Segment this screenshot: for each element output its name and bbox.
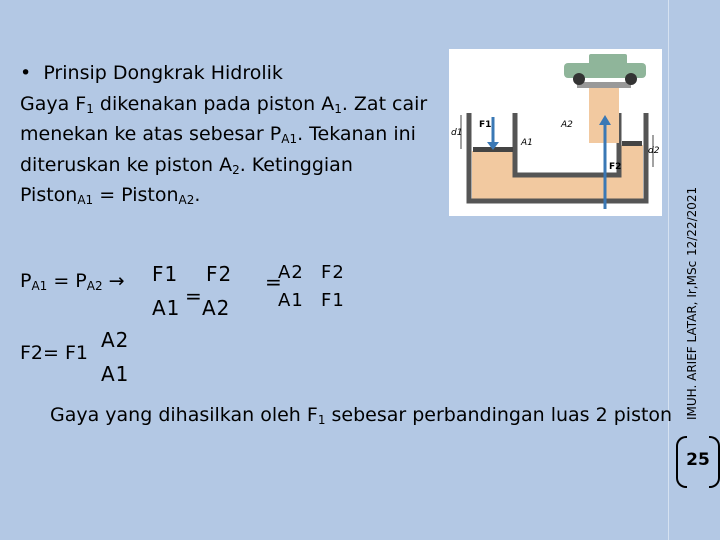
fraction-a1: A1 bbox=[152, 296, 181, 320]
text-segment: . Tekanan ini bbox=[297, 123, 416, 145]
fraction-num-f2: F2 bbox=[321, 262, 345, 283]
lift-platform bbox=[577, 82, 631, 88]
slide-date: 12/22/2021 bbox=[685, 186, 699, 256]
fraction-den-f1: F1 bbox=[321, 290, 345, 311]
subscript: A1 bbox=[281, 132, 298, 146]
intro-text bbox=[20, 58, 427, 211]
text-segment: Gaya yang dihasilkan oleh F bbox=[50, 404, 318, 426]
fraction-f1: F1 bbox=[152, 262, 179, 286]
bullet-title bbox=[20, 58, 427, 89]
conclusion-text bbox=[50, 404, 672, 426]
label-a1: A1 bbox=[521, 138, 533, 148]
subscript: A2 bbox=[86, 279, 103, 293]
equals-sign-2: = bbox=[265, 270, 283, 294]
paragraph-line-1 bbox=[20, 89, 427, 120]
subscript: 1 bbox=[86, 101, 94, 116]
bullet-title-text: Prinsip Dongkrak Hidrolik bbox=[43, 62, 283, 84]
force-equation: F2= F1 bbox=[20, 342, 88, 364]
text-segment: Gaya F bbox=[20, 92, 87, 115]
bullet-icon: • bbox=[20, 62, 32, 84]
pressure-equation bbox=[20, 270, 125, 292]
subscript: 1 bbox=[334, 101, 342, 116]
hydraulic-jack-figure bbox=[449, 49, 662, 216]
fraction-den-a1-eq2: A1 bbox=[101, 362, 130, 386]
fraction-a2: A2 bbox=[202, 296, 231, 320]
label-d2: d2 bbox=[648, 146, 660, 156]
large-piston bbox=[622, 141, 642, 146]
text-segment: . bbox=[194, 184, 201, 206]
label-d1: d1 bbox=[451, 128, 463, 138]
text-segment: . Ketinggian bbox=[239, 153, 353, 176]
arrow-icon: → bbox=[102, 270, 125, 292]
right-bracket-icon bbox=[709, 436, 720, 488]
paragraph-line-4 bbox=[20, 180, 427, 211]
text-segment: . Zat cair bbox=[341, 92, 428, 115]
fraction-num-a2: A2 bbox=[278, 262, 304, 283]
fraction-f2: F2 bbox=[206, 262, 233, 286]
text-segment: sebesar perbandingan luas 2 piston bbox=[325, 404, 673, 426]
car-icon bbox=[564, 54, 646, 85]
author-name: IMUH. ARIEF LATAR, Ir,MSc bbox=[685, 260, 699, 420]
paragraph-line-3 bbox=[20, 150, 427, 181]
paragraph-line-2 bbox=[20, 119, 427, 150]
text-segment: = P bbox=[47, 270, 87, 292]
label-f1: F1 bbox=[479, 120, 492, 130]
label-f2: F2 bbox=[609, 162, 622, 172]
subscript: A1 bbox=[77, 193, 94, 207]
fraction-den-a1: A1 bbox=[278, 290, 304, 311]
text-segment: diteruskan ke piston A bbox=[20, 153, 233, 176]
subscript: 2 bbox=[232, 162, 240, 177]
text-segment: dikenakan pada piston A bbox=[93, 92, 335, 115]
subscript: 1 bbox=[317, 413, 326, 427]
fraction-num-a2-eq2: A2 bbox=[101, 328, 130, 352]
subscript: A1 bbox=[31, 279, 48, 293]
left-bracket-icon bbox=[676, 436, 687, 488]
subscript: A2 bbox=[178, 193, 195, 207]
page-number-badge bbox=[676, 436, 720, 484]
equals-sign: = bbox=[185, 284, 203, 308]
text-segment: = Piston bbox=[93, 184, 179, 206]
label-a2: A2 bbox=[561, 120, 573, 130]
text-segment: P bbox=[20, 270, 32, 292]
page-number: 25 bbox=[686, 450, 710, 470]
text-segment: Piston bbox=[20, 184, 78, 206]
hydraulic-jack-diagram bbox=[449, 49, 662, 216]
text-segment: menekan ke atas sebesar P bbox=[20, 123, 282, 145]
